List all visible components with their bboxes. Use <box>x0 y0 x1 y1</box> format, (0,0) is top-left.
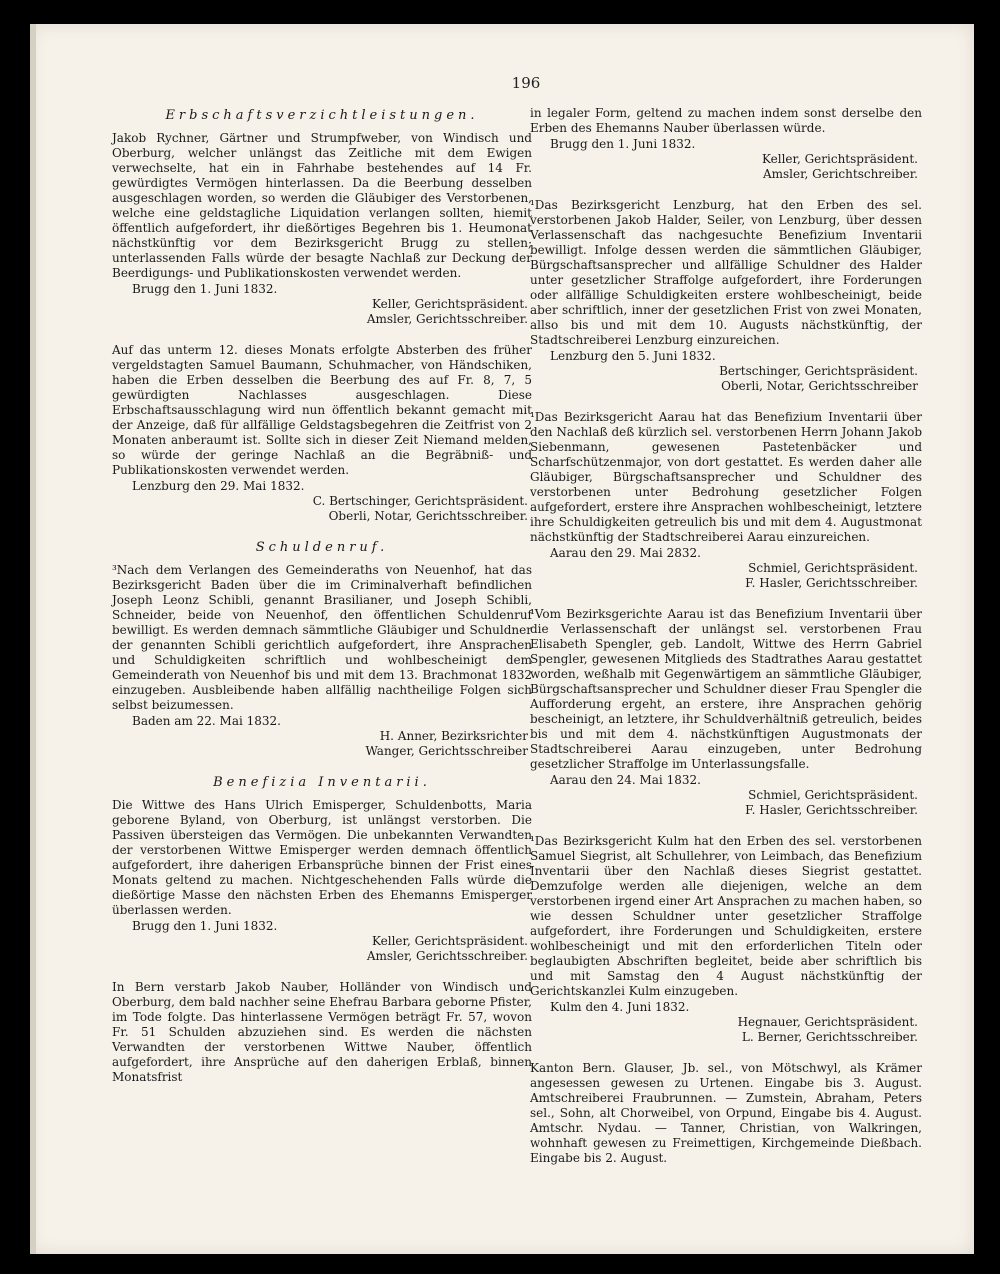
notice-block <box>530 834 922 1045</box>
notice-block <box>112 980 532 1085</box>
signature-line: C. Bertschinger, Gerichtspräsident. <box>312 494 528 508</box>
page-gutter <box>30 24 36 1254</box>
notice-body: Auf das unterm 12. dieses Monats erfolgte Absterben des früher vergeldstagten Samuel Baumann, Schuhmacher, von Händschiken, haben die Erben desselben die Beerbung des auf Fr. 8, 7, 5 gewürdigten Nachlasses ausgeschlagen. Diese Erbschaftsausschlagung wird nun öffentlich bekannt gemacht mit der Anzeige, daß für allfällige Geldstagsbegehren die Zeitfrist von 2 Monaten anberaumt ist. Sollte sich in dieser Zeit Niemand melden, so würde der geringe Nachlaß an die Begräbniß- und Publikationskosten verwendet werden. <box>112 343 532 477</box>
signature-line: Amsler, Gerichtsschreiber. <box>366 312 528 326</box>
signature-line: H. Anner, Bezirksrichter <box>379 729 528 743</box>
notice-block <box>530 410 922 591</box>
notice-date: Kulm den 4. Juni 1832. <box>550 1000 690 1014</box>
notice-date: Aarau den 29. Mai 2832. <box>550 546 701 560</box>
section-heading: Erbschaftsverzichtleistungen. <box>165 108 479 123</box>
notice-date: Brugg den 1. Juni 1832. <box>132 282 278 296</box>
notice-date: Lenzburg den 29. Mai 1832. <box>132 479 305 493</box>
signature-line: Oberli, Notar, Gerichtsschreiber <box>721 379 918 393</box>
notice-block <box>112 798 532 964</box>
signature-line: F. Hasler, Gerichtsschreiber. <box>745 803 918 817</box>
signature-line: Wanger, Gerichtsschreiber <box>365 744 528 758</box>
notice-body: ³Nach dem Verlangen des Gemeinderaths von Neuenhof, hat das Bezirksgericht Baden über die im Criminalverhaft befindlichen Joseph Leonz Schibli, genannt Brasilianer, und Joseph Schibli, Schneider, beide von Neuenhof, den öffentlichen Schuldenruf bewilligt. Es werden demnach sämmtliche Gläubiger und Schuldner der genannten Schibli gerichtlich aufgefordert, ihre Ansprachen und Schuldigkeiten schriftlich und wohlbescheinigt dem Gemeinderath von Neuenhof bis und mit dem 13. Brachmonat 1832 einzugeben. Ausbleibende haben allfällig nachtheilige Folgen sich selbst beizumessen. <box>112 563 532 712</box>
signature-line: Amsler, Gerichtsschreiber. <box>366 949 528 963</box>
signature-line: Oberli, Notar, Gerichtsschreiber. <box>328 509 528 523</box>
notice-date: Brugg den 1. Juni 1832. <box>132 919 278 933</box>
signature-line: Bertschinger, Gerichtspräsident. <box>719 364 918 378</box>
notice-block <box>112 131 532 327</box>
signature-line: Keller, Gerichtspräsident. <box>372 297 528 311</box>
section-heading: Benefizia Inventarii. <box>213 775 431 790</box>
notice-date: Baden am 22. Mai 1832. <box>132 714 281 728</box>
signature-line: Keller, Gerichtspräsident. <box>762 152 918 166</box>
notice-body: ¹Vom Bezirksgerichte Aarau ist das Benefizium Inventarii über die Verlassenschaft der unlängst sel. verstorbenen Frau Elisabeth Spengler, geb. Landolt, Wittwe des Herrn Gabriel Spengler, gewesenen Mitglieds des Stadtrathes Aarau gestattet worden, weßhalb mit Gegenwärtigem an sämmtliche Gläubiger, Bürgschaftsansprecher und Schuldner dieser Frau Spengler die Aufforderung ergeht, an erstere, ihre Ansprachen gehörig bescheinigt, an letztere, ihr Schuldverhältniß getreulich, beides bis und mit dem 4. nächstkünftigen Augustmonats der Stadtschreiberei Aarau einzugeben, unter Bedrohung gesetzlicher Straffolge im Unterlassungsfalle. <box>530 607 922 771</box>
notice-body: ¹Das Bezirksgericht Kulm hat den Erben des sel. verstorbenen Samuel Siegrist, alt Schullehrer, von Leimbach, das Benefizium Inventarii über den Nachlaß dieses Siegrist gestattet. Demzufolge werden alle diejenigen, welche an dem verstorbenen irgend einer Art Ansprachen zu machen haben, so wie dessen Schuldner unter gesetzlicher Straffolge aufgefordert, ihre Forderungen und Schuldigkeiten, erstere wohlbescheinigt und mit den erforderlichen Titeln oder beglaubigten Abschriften begleitet, beide aber schriftlich bis und mit Samstag den 4 August nächstkünftig der Gerichtskanzlei Kulm einzugeben. <box>530 834 922 998</box>
notice-body: Die Wittwe des Hans Ulrich Emisperger, Schuldenbotts, Maria geborene Byland, von Oberburg, ist unlängst verstorben. Die Passiven übersteigen das Vermögen. Die unbekannten Verwandten der verstorbenen Wittwe Emisperger werden demnach öffentlich aufgefordert, ihre daherigen Erbansprüche binnen der Frist eines Monats geltend zu machen. Nichtgeschehenden Falls würde die dießörtige Masse den nächsten Erben des Ehemanns Emisperger überlassen werden. <box>112 798 532 917</box>
notice-body: in legaler Form, geltend zu machen indem sonst derselbe den Erben des Ehemanns Nauber überlassen würde. <box>530 106 922 135</box>
notice-block <box>530 607 922 818</box>
notice-block <box>112 563 532 759</box>
notice-block <box>530 1061 922 1166</box>
notice-date: Aarau den 24. Mai 1832. <box>550 773 701 787</box>
notice-block <box>530 106 922 182</box>
left-column <box>112 106 532 1101</box>
section-heading: Schuldenruf. <box>255 540 389 555</box>
notice-block <box>112 343 532 524</box>
page-number: 196 <box>511 74 541 92</box>
notice-date: Brugg den 1. Juni 1832. <box>550 137 696 151</box>
right-column <box>530 106 922 1182</box>
signature-line: Schmiel, Gerichtspräsident. <box>748 788 918 802</box>
notice-body: ¹Das Bezirksgericht Aarau hat das Benefizium Inventarii über den Nachlaß deß kürzlich sel. verstorbenen Herrn Johann Jakob Siebenmann, gewesenen Pastetenbäcker und Scharfschützenmajor, von dort gestattet. Es werden daher alle Gläubiger, Bürgschaftsansprecher und Schuldner des verstorbenen unter Bedrohung gesetzlicher Folgen aufgefordert, erstere ihre Ansprachen wohlbescheinigt, letztere ihre Schuldigkeiten getreulich bis und mit dem 4. Augustmonat nächstkünftig der Stadtschreiberei Aarau einzureichen. <box>530 410 922 544</box>
signature-line: F. Hasler, Gerichtsschreiber. <box>745 576 918 590</box>
signature-line: L. Berner, Gerichtsschreiber. <box>741 1030 918 1044</box>
notice-body: ¹Das Bezirksgericht Lenzburg, hat den Erben des sel. verstorbenen Jakob Halder, Seiler, von Lenzburg, über dessen Verlassenschaft das nachgesuchte Benefizium Inventarii bewilligt. Infolge dessen werden die sämmtlichen Gläubiger, Bürgschaftsansprecher und allfällige Schuldner des Halder unter gesetzlicher Straffolge aufgefordert, ihre Forderungen oder allfällige Schuldigkeiten erstere wohlbescheinigt, beide aber schriftlich, inner der gesetzlichen Frist von zwei Monaten, allso bis und mit dem 10. Augusts nächstkünftig, der Stadtschreiberei Lenzburg einzureichen. <box>530 198 922 347</box>
newspaper-page <box>30 24 974 1254</box>
notice-block <box>530 198 922 394</box>
signature-line: Amsler, Gerichtschreiber. <box>762 167 918 181</box>
signature-line: Keller, Gerichtspräsident. <box>372 934 528 948</box>
notice-date: Lenzburg den 5. Juni 1832. <box>550 349 716 363</box>
notice-body: Jakob Rychner, Gärtner und Strumpfweber, von Windisch und Oberburg, welcher unlängst das Zeitliche mit dem Ewigen verwechselte, hat ein in Fahrhabe bestehendes auf 14 Fr. gewürdigtes Vermögen hinterlassen. Da die Beerbung desselben ausgeschlagen worden, so werden die Gläubiger des Verstorbenen, welche eine geldstagliche Liquidation verlangen sollten, hiemit öffentlich aufgefordert, ihr dießörtiges Begehren bis 1. Heumonat nächstkünftig vor dem Bezirksgericht Brugg zu stellen; unterlassenden Falls würde der besagte Nachlaß zur Deckung der Beerdigungs- und Publikationskosten verwendet werden. <box>112 131 532 280</box>
signature-line: Hegnauer, Gerichtspräsident. <box>737 1015 918 1029</box>
notice-body: In Bern verstarb Jakob Nauber, Holländer von Windisch und Oberburg, dem bald nachher seine Ehefrau Barbara geborne Pfister, im Tode folgte. Das hinterlassene Vermögen beträgt Fr. 57, wovon Fr. 51 Schulden abzuziehen sind. Es werden die nächsten Verwandten der verstorbenen Wittwe Nauber, öffentlich aufgefordert, ihre Ansprüche auf den daherigen Erblaß, binnen Monatsfrist <box>112 980 532 1084</box>
notice-body: Kanton Bern. Glauser, Jb. sel., von Mötschwyl, als Krämer angesessen gewesen zu Urtenen. Eingabe bis 3. August. Amtschreiberei Fraubrunnen. — Zumstein, Abraham, Peters sel., Sohn, alt Chorweibel, von Orpund, Eingabe bis 4. August. Amtschr. Nydau. — Tanner, Christian, von Walkringen, wohnhaft gewesen zu Freimettigen, Kirchgemeinde Dießbach. Eingabe bis 2. August. <box>530 1061 922 1165</box>
signature-line: Schmiel, Gerichtspräsident. <box>748 561 918 575</box>
